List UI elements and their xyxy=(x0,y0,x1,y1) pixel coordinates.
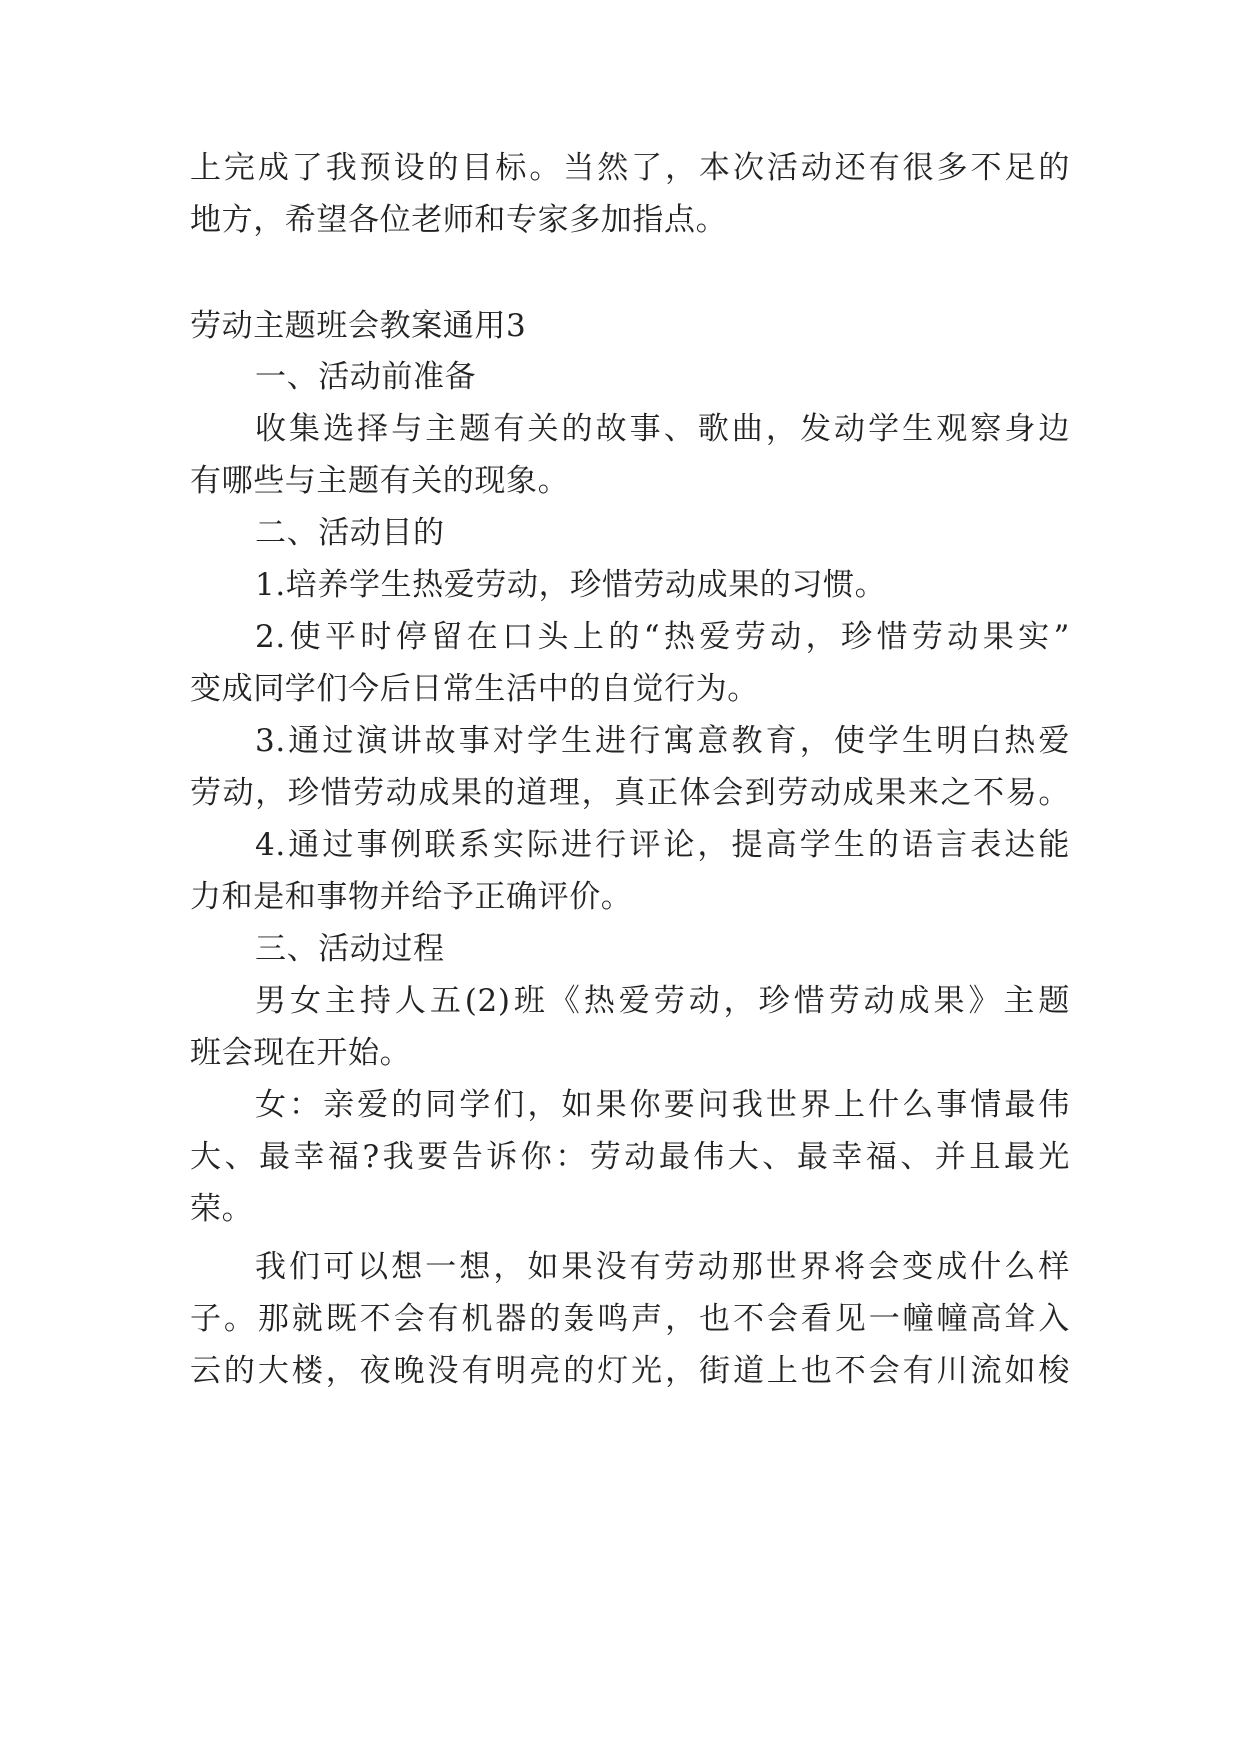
heading-preparation: 一、活动前准备 xyxy=(255,359,477,395)
text-line: 荣。 xyxy=(190,1191,254,1227)
list-item: 2.使平时停留在口头上的“热爱劳动，珍惜劳动果实” xyxy=(255,619,1070,655)
heading-purpose: 二、活动目的 xyxy=(255,515,445,551)
text-line: 我们可以想一想，如果没有劳动那世界将会变成什么样 xyxy=(255,1249,1070,1285)
text-line: 力和是和事物并给予正确评价。 xyxy=(190,879,633,915)
text-line: 地方，希望各位老师和专家多加指点。 xyxy=(190,202,728,238)
text-line: 班会现在开始。 xyxy=(190,1035,412,1071)
text-line: 有哪些与主题有关的现象。 xyxy=(190,463,570,499)
list-item: 1.培养学生热爱劳动，珍惜劳动成果的习惯。 xyxy=(255,567,887,603)
text-line: 子。那就既不会有机器的轰鸣声，也不会看见一幢幢高耸入 xyxy=(190,1301,1070,1337)
list-item: 4.通过事例联系实际进行评论，提高学生的语言表达能 xyxy=(255,827,1070,863)
text-line: 收集选择与主题有关的故事、歌曲，发动学生观察身边 xyxy=(255,411,1070,447)
section-title: 劳动主题班会教案通用3 xyxy=(190,308,527,344)
text-line: 大、最幸福?我要告诉你：劳动最伟大、最幸福、并且最光 xyxy=(190,1139,1070,1175)
text-line: 男女主持人五(2)班《热爱劳动，珍惜劳动成果》主题 xyxy=(255,983,1070,1019)
text-line: 女：亲爱的同学们，如果你要问我世界上什么事情最伟 xyxy=(255,1087,1070,1123)
text-line: 变成同学们今后日常生活中的自觉行为。 xyxy=(190,671,759,707)
heading-process: 三、活动过程 xyxy=(255,931,445,967)
text-line: 云的大楼，夜晚没有明亮的灯光，街道上也不会有川流如梭 xyxy=(190,1353,1070,1389)
text-line: 劳动，珍惜劳动成果的道理，真正体会到劳动成果来之不易。 xyxy=(190,775,1070,811)
list-item: 3.通过演讲故事对学生进行寓意教育，使学生明白热爱 xyxy=(255,723,1070,759)
text-line: 上完成了我预设的目标。当然了，本次活动还有很多不足的 xyxy=(190,150,1070,186)
